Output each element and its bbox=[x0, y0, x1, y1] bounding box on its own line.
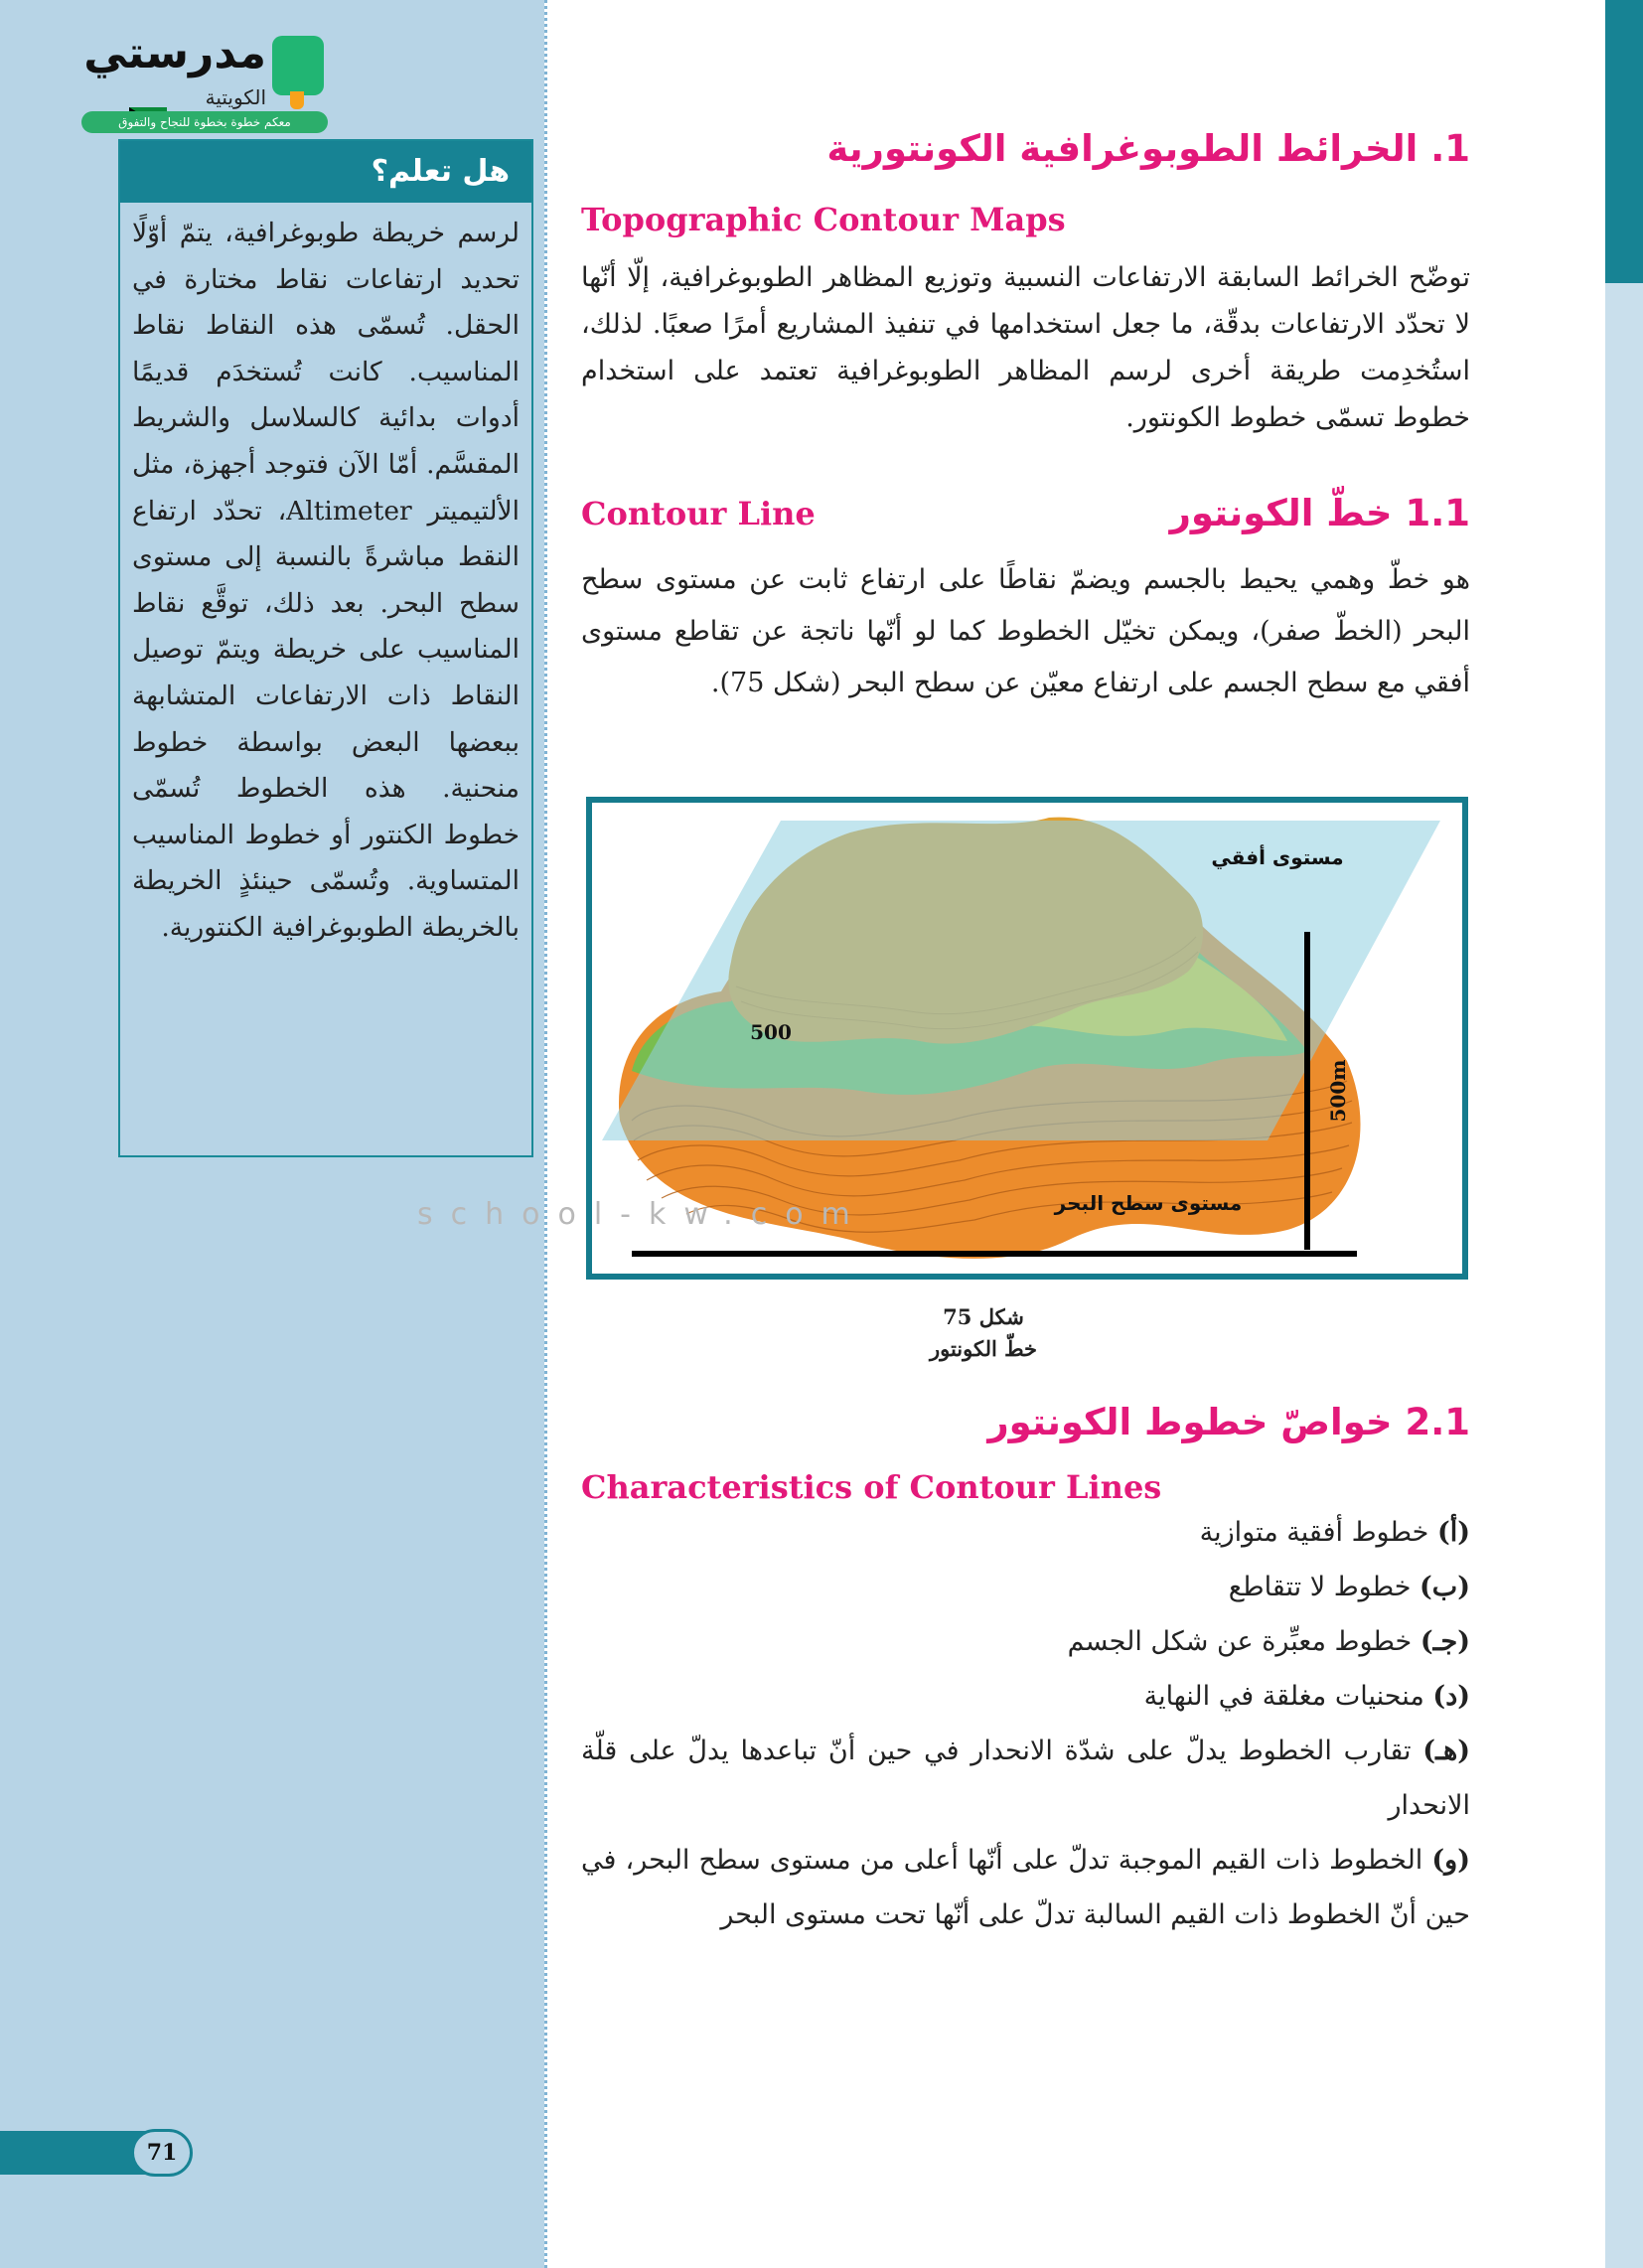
chapter-tab bbox=[1605, 0, 1643, 283]
contour-value-label: 500 bbox=[750, 1020, 792, 1044]
figure-caption-number: شكل 75 bbox=[943, 1304, 1024, 1329]
section-21-number: 2.1 bbox=[1405, 1401, 1470, 1443]
list-item: (ب) خطوط لا تتقاطع bbox=[1228, 1572, 1470, 1602]
list-item: (أ) خطوط أفقية متوازية bbox=[1199, 1517, 1470, 1548]
did-you-know-body: لرسم خريطة طوبوغرافية، يتمّ أوّلًا تحديد ارتفاعات نقاط مختارة في الحقل. تُسمّى هذه النقاط نقاط المناسيب. كانت تُستخدَم قديمًا أدوات بدائية كالسلاسل والشريط المقسَّم. أمّا الآن فتوجد أجهزة، مثل الألتيميتر Altimeter، تحدّد ارتفاع النقط مباشرةً بالنسبة إلى مستوى سطح البحر. بعد ذلك، توقَّع نقاط المناسيب على خريطة ويتمّ توصيل النقاط ذات الارتفاعات المتشابهة ببعضها البعض بواسطة خطوط منحنية. هذه الخطوط تُسمّى خطوط الكنتور أو خطوط المناسيب المتساوية. وتُسمّى حينئذٍ الخريطة بالخريطة الطوبوغرافية الكنتورية. bbox=[132, 218, 521, 943]
logo-mark-icon bbox=[272, 36, 324, 95]
section-21-heading bbox=[987, 1401, 1470, 1443]
page-number: 71 bbox=[131, 2129, 193, 2177]
logo-title: مدرستي bbox=[83, 28, 266, 78]
column-divider bbox=[544, 0, 547, 2268]
list-item: (هـ) تقارب الخطوط يدلّ على شدّة الانحدار في حين أنّ تباعدها يدلّ على قلّة الانحدار bbox=[581, 1736, 1470, 1821]
section-11-paragraph: هو خطّ وهمي يحيط بالجسم ويضمّ نقاطًا على ارتفاع ثابت عن مستوى سطح البحر (الخطّ صفر)، ويمكن تخيّل الخطوط كما لو أنّها ناتجة عن تقاطع مستوى أفقي مع سطح الجسم على ارتفاع معيّن عن سطح البحر (شكل 75). bbox=[581, 564, 1470, 698]
list-item: (جـ) خطوط معبِّرة عن شكل الجسم bbox=[1067, 1626, 1470, 1657]
plane-label: مستوى أفقي bbox=[1211, 845, 1344, 869]
figure-caption bbox=[854, 1301, 1113, 1365]
characteristics-list bbox=[581, 1505, 1470, 1942]
section-1-paragraph: توضّح الخرائط السابقة الارتفاعات النسبية وتوزيع المظاهر الطوبوغرافية، إلّا أنّها لا تحدّد الارتفاعات بدقّة، ما جعل استخدامها في تنفيذ المشاريع أمرًا صعبًا. لذلك، استُخدِمت طريقة أخرى لرسم المظاهر الطوبوغرافية تعتمد على استخدام خطوط تسمّى خطوط الكونتور. bbox=[581, 262, 1470, 433]
did-you-know-box bbox=[118, 139, 533, 1157]
right-edge-strip bbox=[1605, 0, 1643, 2268]
section-1-heading bbox=[581, 127, 1470, 170]
logo-tagline: معكم خطوة بخطوة للنجاح والتفوق bbox=[81, 111, 328, 133]
watermark-url: school-kw.com bbox=[417, 1197, 868, 1232]
section-11-title-en: Contour Line bbox=[581, 495, 816, 532]
list-item: (و) الخطوط ذات القيم الموجبة تدلّ على أنّها أعلى من مستوى سطح البحر، في حين أنّ الخطوط ذات القيم السالبة تدلّ على أنّها تحت مستوى البحر bbox=[581, 1845, 1470, 1930]
section-11-title-ar: خطّ الكونتور bbox=[1169, 492, 1393, 534]
logo bbox=[77, 28, 336, 137]
section-11-number: 1.1 bbox=[1405, 492, 1470, 534]
did-you-know-heading: هل تعلم؟ bbox=[120, 141, 531, 203]
figure-caption-title: خطّ الكونتور bbox=[929, 1336, 1038, 1361]
logo-subtitle: الكويتية bbox=[205, 85, 266, 109]
list-item: (د) منحنيات مغلقة في النهاية bbox=[1143, 1681, 1470, 1712]
sea-level-label: مستوى سطح البحر bbox=[1054, 1191, 1243, 1215]
section-1-number: 1. bbox=[1430, 127, 1470, 170]
section-21-title-ar: خواصّ خطوط الكونتور bbox=[987, 1401, 1393, 1443]
section-11-heading bbox=[1170, 492, 1470, 534]
page-number-bar bbox=[0, 2131, 149, 2175]
section-21-title-en: Characteristics of Contour Lines bbox=[581, 1468, 1162, 1506]
section-1-title-ar: الخرائط الطوبوغرافية الكونتورية bbox=[826, 127, 1419, 170]
height-label: 500m bbox=[1326, 1059, 1350, 1123]
section-1-title-en: Topographic Contour Maps bbox=[581, 201, 1066, 238]
